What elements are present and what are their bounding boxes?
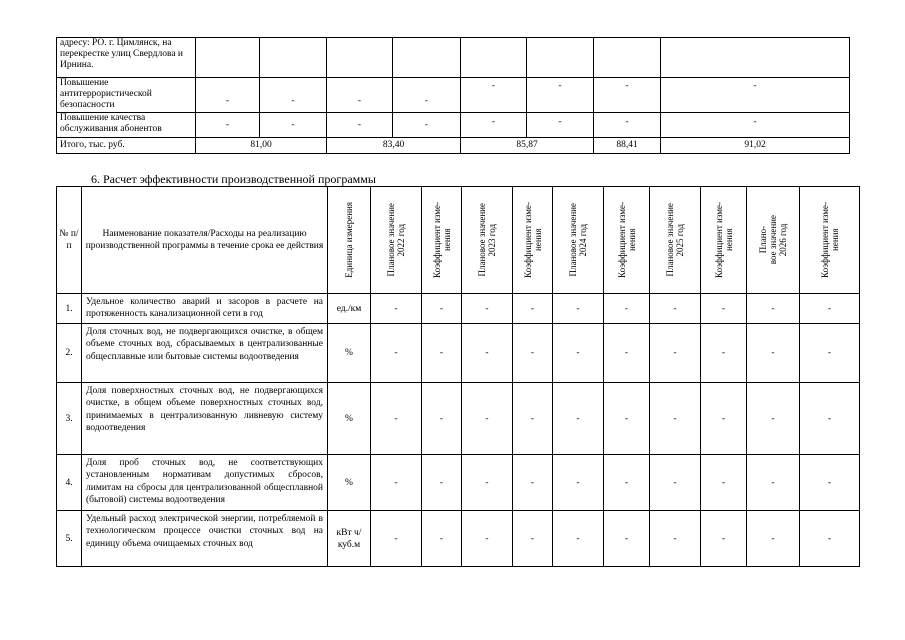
- row-unit: кВт ч/куб.м: [328, 511, 371, 567]
- total-value: 88,41: [594, 138, 661, 154]
- table-row: [57, 324, 860, 383]
- row-value: -: [800, 383, 860, 455]
- row-name: Доля поверхностных сточных вод, не подвергающихся очистке, в общем объеме поверхностных сточных вод, принимаемых в централизованную ливневую систему водоотведения: [82, 383, 328, 455]
- row-value: -: [650, 294, 701, 324]
- row-value: -: [422, 383, 462, 455]
- row-value: -: [701, 294, 747, 324]
- row-value: -: [747, 455, 800, 511]
- row-value: -: [747, 383, 800, 455]
- row-value: -: [371, 511, 422, 567]
- table-row: [57, 455, 860, 511]
- row-value: -: [513, 383, 553, 455]
- row-value: -: [701, 511, 747, 567]
- row-value: -: [650, 383, 701, 455]
- row-value: -: [371, 324, 422, 383]
- row-name: Повышение качества обслуживания абонентов: [57, 113, 196, 138]
- row-name: Удельное количество аварий и засоров в расчете на протяженность канализационной сети в год: [82, 294, 328, 324]
- row-value: -: [513, 511, 553, 567]
- row-value: -: [513, 455, 553, 511]
- total-value: 81,00: [196, 138, 327, 154]
- row-value: -: [553, 294, 604, 324]
- table-row: Повышение качества обслуживания абонентов - - - - - - - -: [57, 113, 850, 138]
- row-number: 5.: [57, 511, 82, 567]
- header-coef: Коэффициент изме- нения: [713, 202, 734, 278]
- costs-table: [56, 37, 850, 154]
- header-plan-2023: Плановое значение 2023 год: [477, 203, 497, 277]
- row-value: -: [462, 294, 513, 324]
- row-value: -: [422, 294, 462, 324]
- header-plan-2024: Плановое значение 2024 год: [568, 203, 588, 277]
- row-value: -: [604, 324, 650, 383]
- header-row: [57, 187, 860, 294]
- row-value: -: [604, 455, 650, 511]
- row-value: -: [553, 324, 604, 383]
- row-number: 1.: [57, 294, 82, 324]
- row-value: -: [513, 294, 553, 324]
- row-value: -: [462, 455, 513, 511]
- row-unit: %: [328, 324, 371, 383]
- header-coef: Коэффициент изме- нения: [431, 202, 452, 278]
- row-value: -: [650, 324, 701, 383]
- row-value: -: [371, 294, 422, 324]
- header-plan-2022: Плановое значение 2022 год: [386, 203, 406, 277]
- total-value: 83,40: [327, 138, 461, 154]
- total-label: Итого, тыс. руб.: [57, 138, 196, 154]
- header-coef: Коэффициент изме- нения: [819, 202, 840, 278]
- row-value: -: [604, 511, 650, 567]
- header-plan-2026: Плано- вое значение 2026 год: [758, 215, 788, 265]
- row-value: -: [747, 324, 800, 383]
- table-row: [57, 294, 860, 324]
- row-value: -: [462, 383, 513, 455]
- row-value: -: [701, 324, 747, 383]
- row-value: -: [604, 383, 650, 455]
- table-row: [57, 511, 860, 567]
- row-value: -: [604, 294, 650, 324]
- table-row: Повышение антитеррористической безопасности - - - - - - - -: [57, 78, 850, 113]
- row-value: -: [422, 455, 462, 511]
- row-number: 3.: [57, 383, 82, 455]
- header-coef: Коэффициент изме- нения: [522, 202, 543, 278]
- row-unit: %: [328, 383, 371, 455]
- row-value: -: [701, 455, 747, 511]
- row-value: -: [513, 324, 553, 383]
- row-value: -: [800, 511, 860, 567]
- row-value: -: [462, 511, 513, 567]
- row-name: адресу: РО. г. Цимлянск, на перекрестке улиц Свердлова и Ирнина.: [57, 38, 196, 78]
- row-value: -: [371, 455, 422, 511]
- row-unit: ед./км: [328, 294, 371, 324]
- total-row: [57, 138, 850, 154]
- row-value: -: [553, 455, 604, 511]
- header-unit: Единица измерения: [344, 202, 354, 278]
- row-value: -: [800, 324, 860, 383]
- row-value: -: [800, 294, 860, 324]
- total-value: 91,02: [661, 138, 850, 154]
- header-name: Наименование показателя/Расходы на реализацию производственной программы в течение срока ее действия: [82, 187, 328, 294]
- table-row: [57, 38, 850, 78]
- row-value: -: [422, 324, 462, 383]
- row-name: Доля проб сточных вод, не соответствующих установленным нормативам допустимых сбросов, лимитам на сбросы для централизованной общесплавной (бытовой) системы водоотведения: [82, 455, 328, 511]
- total-value: 85,87: [461, 138, 594, 154]
- row-number: 2.: [57, 324, 82, 383]
- row-value: -: [701, 383, 747, 455]
- row-value: -: [747, 294, 800, 324]
- row-value: -: [553, 511, 604, 567]
- header-coef: Коэффициент изме- нения: [616, 202, 637, 278]
- row-name: Повышение антитеррористической безопасности: [57, 78, 196, 113]
- efficiency-table: [56, 186, 860, 567]
- row-value: -: [800, 455, 860, 511]
- section-title: 6. Расчет эффективности производственной программы: [91, 172, 376, 186]
- header-num: № п/п: [57, 187, 82, 294]
- row-number: 4.: [57, 455, 82, 511]
- row-value: -: [553, 383, 604, 455]
- row-name: Доля сточных вод, не подвергающихся очистке, в общем объеме сточных вод, сбрасываемых в централизованные общесплавные или бытовые системы водоотведения: [82, 324, 328, 383]
- row-value: -: [650, 455, 701, 511]
- row-value: -: [371, 383, 422, 455]
- row-name: Удельный расход электрической энергии, потребляемой в технологическом процессе очистки сточных вод на единицу объема очищаемых сточных вод: [82, 511, 328, 567]
- row-value: -: [650, 511, 701, 567]
- row-unit: %: [328, 455, 371, 511]
- row-value: -: [747, 511, 800, 567]
- table-row: [57, 383, 860, 455]
- row-value: -: [462, 324, 513, 383]
- header-plan-2025: Плановое значение 2025 год: [665, 203, 685, 277]
- row-value: -: [422, 511, 462, 567]
